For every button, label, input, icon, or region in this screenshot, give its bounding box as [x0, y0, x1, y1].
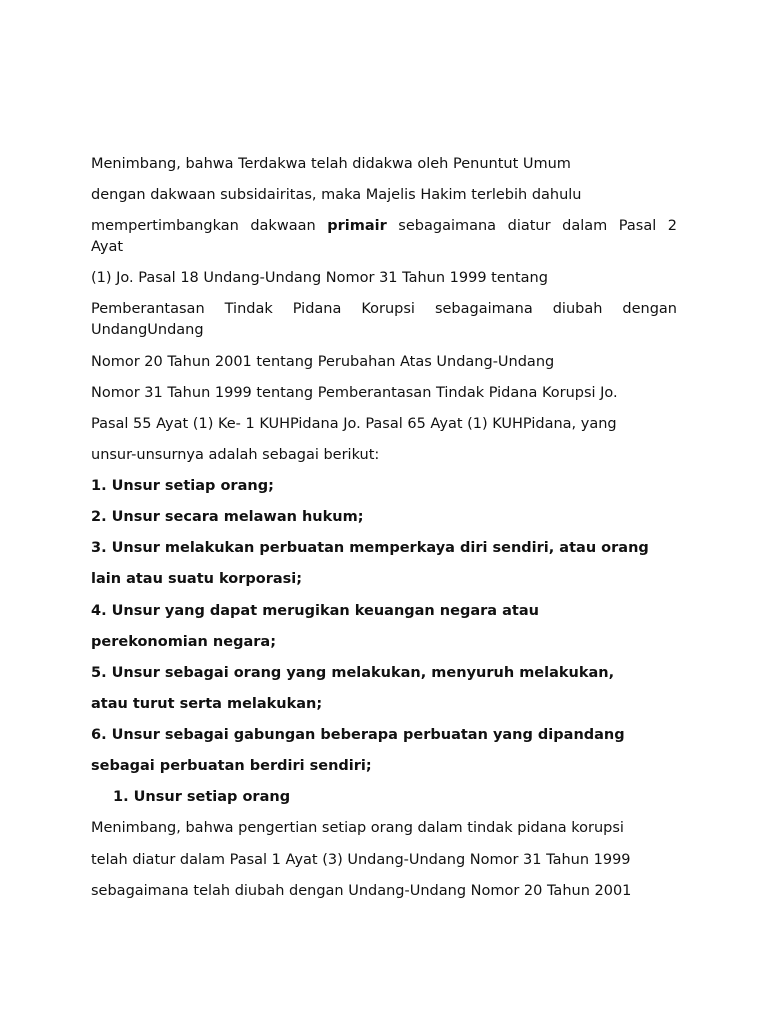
bold-term: primair [327, 218, 387, 234]
text-line: UndangUndang [91, 322, 204, 338]
text-line-with-bold [91, 216, 677, 237]
text-line: Nomor 31 Tahun 1999 tentang Pemberantasan Tindak Pidana Korupsi Jo. [91, 385, 618, 401]
text-fragment: mempertimbangkan dakwaan [91, 218, 316, 234]
text-fragment: sebagaimana diatur dalam Pasal 2 [398, 218, 678, 234]
element-item: 5. Unsur sebagai orang yang melakukan, menyuruh melakukan, [91, 665, 615, 681]
element-item: atau turut serta melakukan; [91, 696, 323, 712]
text-line: Menimbang, bahwa Terdakwa telah didakwa oleh Penuntut Umum [91, 156, 571, 172]
text-line: dengan dakwaan subsidairitas, maka Majelis Hakim terlebih dahulu [91, 187, 582, 203]
text-line: Ayat [91, 239, 124, 255]
element-item: 4. Unsur yang dapat merugikan keuangan negara atau [91, 603, 539, 619]
element-item: 1. Unsur setiap orang; [91, 478, 274, 494]
section-subheading: 1. Unsur setiap orang [113, 789, 291, 805]
text-line: sebagaimana telah diubah dengan Undang-Undang Nomor 20 Tahun 2001 [91, 883, 632, 899]
text-line: Pasal 55 Ayat (1) Ke- 1 KUHPidana Jo. Pasal 65 Ayat (1) KUHPidana, yang [91, 416, 617, 432]
element-item: 2. Unsur secara melawan hukum; [91, 509, 364, 525]
text-line: Menimbang, bahwa pengertian setiap orang dalam tindak pidana korupsi [91, 820, 624, 836]
element-item: 3. Unsur melakukan perbuatan memperkaya diri sendiri, atau orang [91, 540, 649, 556]
text-line: (1) Jo. Pasal 18 Undang-Undang Nomor 31 Tahun 1999 tentang [91, 270, 548, 286]
element-item: lain atau suatu korporasi; [91, 571, 303, 587]
text-line: Nomor 20 Tahun 2001 tentang Perubahan Atas Undang-Undang [91, 354, 555, 370]
text-line: Pemberantasan Tindak Pidana Korupsi sebagaimana diubah dengan [91, 301, 677, 317]
text-line: unsur-unsurnya adalah sebagai berikut: [91, 447, 380, 463]
element-item: perekonomian negara; [91, 634, 276, 650]
element-item: sebagai perbuatan berdiri sendiri; [91, 758, 372, 774]
element-item: 6. Unsur sebagai gabungan beberapa perbuatan yang dipandang [91, 727, 625, 743]
text-line: telah diatur dalam Pasal 1 Ayat (3) Undang-Undang Nomor 31 Tahun 1999 [91, 852, 631, 868]
